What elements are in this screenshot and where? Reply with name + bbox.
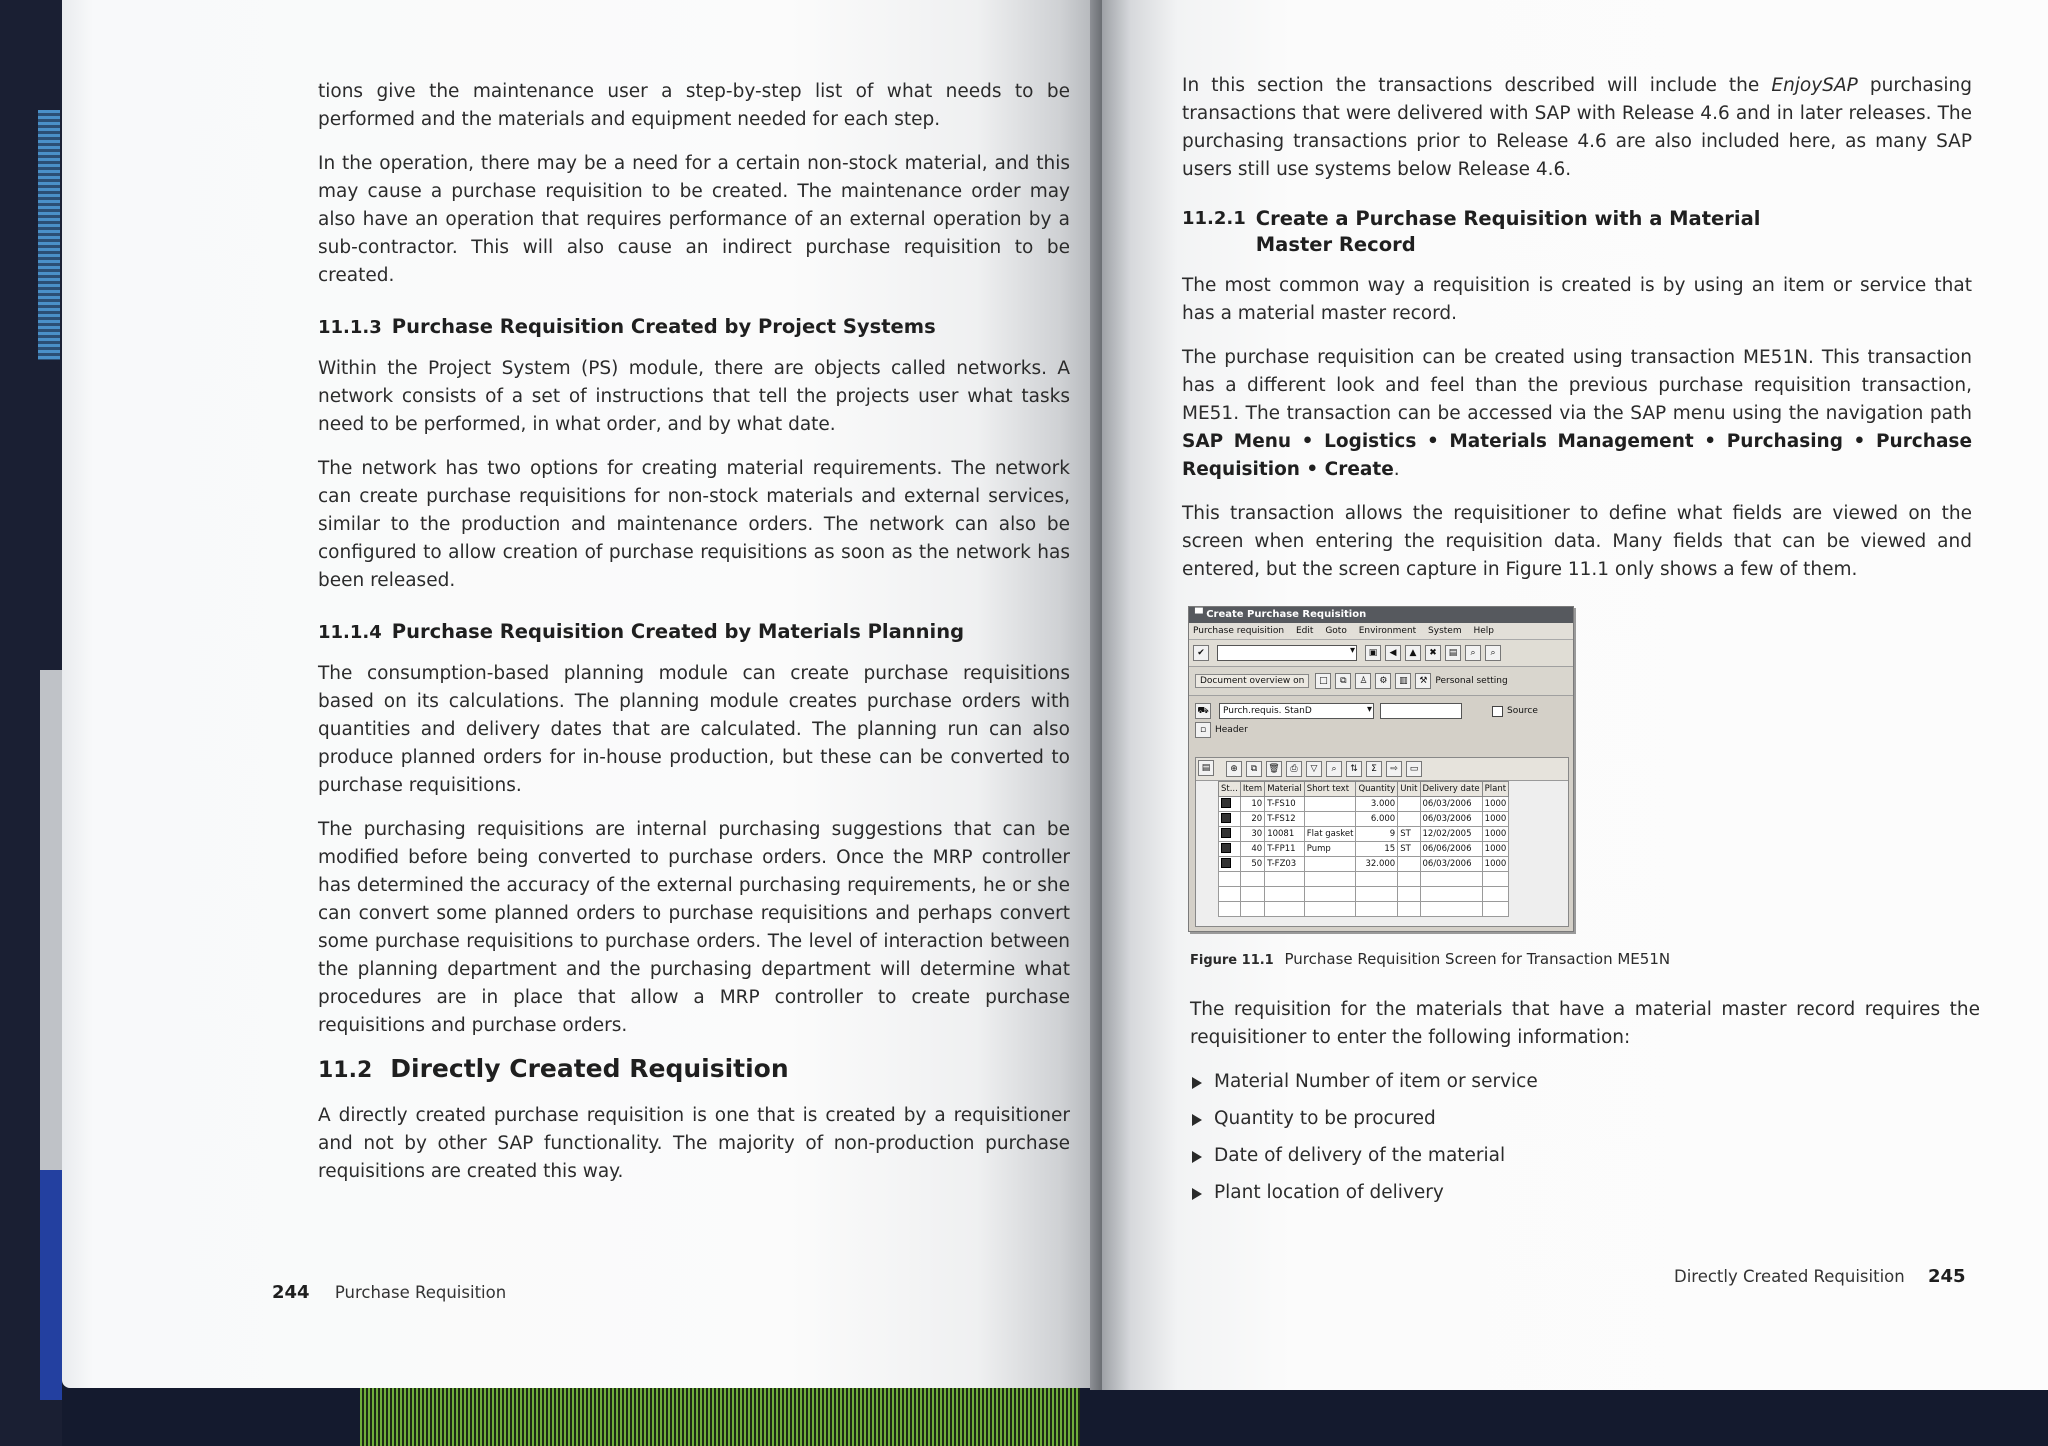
figure-caption-text: Purchase Requisition Screen for Transaction ME51N bbox=[1284, 950, 1671, 968]
menu-item[interactable]: Environment bbox=[1358, 626, 1417, 636]
unit-cell[interactable]: ST bbox=[1398, 842, 1420, 857]
other-document-icon[interactable]: ⧉ bbox=[1335, 673, 1351, 689]
source-checkbox[interactable] bbox=[1492, 706, 1503, 717]
column-header[interactable]: Delivery date bbox=[1420, 782, 1482, 797]
application-toolbar bbox=[1189, 667, 1573, 696]
column-header[interactable]: Material bbox=[1265, 782, 1305, 797]
scan-edge-shadow bbox=[40, 670, 62, 1170]
empty-row bbox=[1219, 872, 1509, 887]
status-cell bbox=[1219, 842, 1241, 857]
section-title: Purchase Requisition Created by Project Systems bbox=[391, 315, 936, 338]
command-field[interactable] bbox=[1217, 645, 1357, 661]
status-cell bbox=[1219, 797, 1241, 812]
document-type-row bbox=[1189, 700, 1573, 722]
personal-setting-icon[interactable]: ⚒ bbox=[1415, 673, 1431, 689]
paragraph: This transaction allows the requisitioner to define what fields are viewed on the screen when entering the requisition data. Many fields that can be viewed and entered, but the screen capture in Figure 11.1 only shows a few of them. bbox=[1182, 503, 1972, 580]
status-cell bbox=[1219, 827, 1241, 842]
scan-bottom-artifact bbox=[360, 1388, 1080, 1446]
right-page-body bbox=[1182, 72, 1972, 600]
material-cell[interactable]: T-FZ03 bbox=[1265, 857, 1305, 872]
plant-cell[interactable]: 1000 bbox=[1482, 857, 1509, 872]
plant-cell[interactable]: 1000 bbox=[1482, 797, 1509, 812]
find-icon[interactable]: ⌕ bbox=[1326, 761, 1342, 777]
document-type-select[interactable]: Purch.requis. StanD ▾ bbox=[1219, 703, 1374, 719]
menu-item[interactable]: Goto bbox=[1325, 626, 1347, 636]
section-title: Directly Created Requisition bbox=[390, 1054, 789, 1083]
section-number: 11.1.3 bbox=[318, 317, 382, 338]
material-cell[interactable]: T-FS12 bbox=[1265, 812, 1305, 827]
unit-cell[interactable] bbox=[1398, 797, 1420, 812]
status-cell bbox=[1219, 812, 1241, 827]
paragraph bbox=[1182, 344, 1972, 484]
running-title: Purchase Requisition bbox=[334, 1283, 507, 1302]
unit-cell[interactable]: ST bbox=[1398, 827, 1420, 842]
left-page-body bbox=[318, 78, 1070, 1202]
list-item: Plant location of delivery bbox=[1190, 1179, 1980, 1207]
copy-icon[interactable]: ⧉ bbox=[1246, 761, 1262, 777]
status-icon bbox=[1221, 858, 1231, 868]
delivery-date-cell[interactable]: 06/03/2006 bbox=[1420, 812, 1482, 827]
section-title: Purchase Requisition Created by Materials Planning bbox=[391, 620, 965, 643]
short-text-cell[interactable] bbox=[1304, 857, 1356, 872]
table-row[interactable] bbox=[1219, 857, 1509, 872]
paragraph: The network has two options for creating material requirements. The network can create purchase requisitions for non-stock materials and external services, similar to the production and maintenance orders. The network can also be configured to allow creation of purchase requisitions as soon as the network has been released. bbox=[318, 458, 1070, 591]
menu-item[interactable]: Help bbox=[1473, 626, 1495, 636]
quantity-cell[interactable]: 9 bbox=[1356, 827, 1398, 842]
scan-edge-blue bbox=[40, 1170, 62, 1400]
delivery-date-cell[interactable]: 06/03/2006 bbox=[1420, 857, 1482, 872]
layout-icon[interactable]: ▭ bbox=[1406, 761, 1422, 777]
paragraph: The most common way a requisition is created is by using an item or service that has a material master record. bbox=[1182, 275, 1972, 324]
right-page-body-lower bbox=[1190, 996, 1980, 1216]
section-heading-11-2 bbox=[318, 1056, 1070, 1084]
quantity-cell[interactable]: 15 bbox=[1356, 842, 1398, 857]
item-overview-area bbox=[1195, 757, 1569, 927]
item-cell[interactable]: 10 bbox=[1240, 797, 1264, 812]
list-item: Quantity to be procured bbox=[1190, 1105, 1980, 1133]
delivery-date-cell[interactable]: 06/03/2006 bbox=[1420, 797, 1482, 812]
check-icon[interactable]: ⚙ bbox=[1375, 673, 1391, 689]
table-row[interactable] bbox=[1219, 812, 1509, 827]
section-heading-11-2-1 bbox=[1182, 206, 1972, 258]
quantity-cell[interactable]: 6.000 bbox=[1356, 812, 1398, 827]
unit-cell[interactable] bbox=[1398, 857, 1420, 872]
expand-header-icon[interactable]: ▫ bbox=[1195, 722, 1211, 738]
paragraph bbox=[1182, 72, 1972, 184]
print-icon[interactable]: ⎙ bbox=[1286, 761, 1302, 777]
navigation-path: SAP Menu • Logistics • Materials Management • Purchasing • Purchase Requisition • Create bbox=[1182, 431, 1972, 480]
header-row bbox=[1189, 722, 1573, 738]
emphasis: EnjoySAP bbox=[1771, 75, 1858, 96]
status-cell bbox=[1219, 857, 1241, 872]
column-header[interactable]: Unit bbox=[1398, 782, 1420, 797]
short-text-cell[interactable]: Flat gasket bbox=[1304, 827, 1356, 842]
sap-screenshot-figure bbox=[1188, 606, 1574, 932]
text-run: The purchase requisition can be created using transaction ME51N. This transaction has a different look and feel than the previous purchase requisition transaction, ME51. The transaction can be accessed via the SAP menu using the navigation path bbox=[1182, 347, 1972, 424]
header-label: Header bbox=[1215, 725, 1248, 735]
delivery-date-cell[interactable]: 06/06/2006 bbox=[1420, 842, 1482, 857]
material-cell[interactable]: T-FP11 bbox=[1265, 842, 1305, 857]
save-icon[interactable]: ▣ bbox=[1365, 645, 1381, 661]
paragraph: A directly created purchase requisition is one that is created by a requisitioner and not by other SAP functionality. The majority of non-production purchase requisitions are created this way. bbox=[318, 1105, 1070, 1182]
column-header[interactable]: Plant bbox=[1482, 782, 1509, 797]
page-number: 244 bbox=[272, 1282, 310, 1303]
section-heading-11-1-3 bbox=[318, 314, 1070, 341]
page-number: 245 bbox=[1927, 1266, 1966, 1287]
window-title bbox=[1189, 607, 1573, 623]
cart-icon: ⛟ bbox=[1195, 703, 1211, 719]
short-text-cell[interactable] bbox=[1304, 812, 1356, 827]
create-icon[interactable]: □ bbox=[1315, 673, 1331, 689]
empty-row bbox=[1219, 887, 1509, 902]
material-cell[interactable]: T-FS10 bbox=[1265, 797, 1305, 812]
item-cell[interactable]: 50 bbox=[1240, 857, 1264, 872]
material-cell[interactable]: 10081 bbox=[1265, 827, 1305, 842]
section-heading-11-1-4 bbox=[318, 619, 1070, 646]
filter-icon[interactable]: ▽ bbox=[1306, 761, 1322, 777]
table-header-row bbox=[1219, 782, 1509, 797]
menu-item[interactable]: Edit bbox=[1296, 626, 1314, 636]
paragraph: The consumption-based planning module can create purchase requisitions based on its calculations. The planning module creates purchase orders with quantities and delivery dates that are calculated. The planning run can also produce planned orders for in-house production, but these can be converted to purchase requisitions. bbox=[318, 663, 1070, 796]
section-number: 11.2 bbox=[318, 1058, 373, 1083]
status-icon bbox=[1221, 843, 1231, 853]
text-run: . bbox=[1393, 459, 1400, 480]
section-number: 11.2.1 bbox=[1182, 208, 1246, 229]
short-text-cell[interactable] bbox=[1304, 797, 1356, 812]
status-icon bbox=[1221, 813, 1231, 823]
menu-item[interactable]: Purchase requisition bbox=[1193, 626, 1285, 636]
scan-edge-artifact bbox=[38, 110, 60, 360]
text-run: In this section the transactions described will include the bbox=[1182, 75, 1772, 96]
section-title: Create a Purchase Requisition with a Material Master Record bbox=[1255, 207, 1761, 256]
window-title-text: Create Purchase Requisition bbox=[1206, 609, 1367, 620]
delivery-date-cell[interactable]: 12/02/2005 bbox=[1420, 827, 1482, 842]
delete-icon[interactable]: 🗑 bbox=[1266, 761, 1282, 777]
section-number: 11.1.4 bbox=[318, 622, 382, 643]
enter-icon[interactable]: ✔ bbox=[1193, 645, 1209, 661]
personal-setting-label[interactable]: Personal setting bbox=[1435, 676, 1508, 686]
paragraph: In the operation, there may be a need for a certain non-stock material, and this may cause a purchase requisition to be created. The maintenance order may also have an operation that requires performance of an external operation by a sub-contractor. This will also cause an indirect purchase requisition to be created. bbox=[318, 153, 1070, 286]
back-icon[interactable]: ◀ bbox=[1385, 645, 1401, 661]
row-selector-icon bbox=[1198, 760, 1218, 776]
status-icon bbox=[1221, 828, 1231, 838]
list-item: Date of delivery of the material bbox=[1190, 1142, 1980, 1170]
document-overview-button[interactable]: Document overview on bbox=[1195, 674, 1309, 688]
short-text-cell[interactable]: Pump bbox=[1304, 842, 1356, 857]
find-next-icon[interactable]: ⌕ bbox=[1485, 645, 1501, 661]
left-footer bbox=[272, 1282, 506, 1303]
empty-row bbox=[1219, 902, 1509, 917]
menu-item[interactable]: System bbox=[1428, 626, 1462, 636]
window-icon: ▀ bbox=[1195, 609, 1203, 620]
status-icon bbox=[1221, 798, 1231, 808]
items-table bbox=[1218, 781, 1509, 917]
details-icon[interactable]: ⊕ bbox=[1226, 761, 1242, 777]
paragraph: tions give the maintenance user a step-by-step list of what needs to be performed and the materials and equipment needed for each step. bbox=[318, 81, 1070, 130]
column-header[interactable]: Quantity bbox=[1356, 782, 1398, 797]
list-item: Material Number of item or service bbox=[1190, 1068, 1980, 1096]
figure-label: Figure 11.1 bbox=[1190, 953, 1274, 968]
plant-cell[interactable]: 1000 bbox=[1482, 812, 1509, 827]
menu-bar bbox=[1189, 623, 1573, 640]
column-header[interactable]: Item bbox=[1240, 782, 1264, 797]
source-label: Source bbox=[1507, 706, 1538, 716]
detail-icon[interactable]: ▥ bbox=[1395, 673, 1411, 689]
find-icon[interactable]: ⌕ bbox=[1465, 645, 1481, 661]
sort-icon[interactable]: ⇅ bbox=[1346, 761, 1362, 777]
table-row[interactable] bbox=[1219, 797, 1509, 812]
exit-icon[interactable]: ▲ bbox=[1405, 645, 1421, 661]
column-header[interactable]: St... bbox=[1219, 782, 1241, 797]
text-run: purchasing transactions that were delivered with SAP with Release 4.6 and in later releases. The purchasing transactions prior to Release 4.6 are also included here, as many SAP users still use systems below Release 4.6. bbox=[1182, 75, 1973, 180]
plant-cell[interactable]: 1000 bbox=[1482, 827, 1509, 842]
export-icon[interactable]: ⇨ bbox=[1386, 761, 1402, 777]
running-title: Directly Created Requisition bbox=[1674, 1267, 1905, 1286]
unit-cell[interactable] bbox=[1398, 812, 1420, 827]
standard-toolbar bbox=[1189, 640, 1573, 667]
figure-caption bbox=[1190, 950, 1670, 968]
column-header[interactable]: Short text bbox=[1304, 782, 1356, 797]
paragraph: Within the Project System (PS) module, there are objects called networks. A network consists of a set of instructions that tell the projects user what tasks need to be performed, in what order, and by what date. bbox=[318, 358, 1070, 435]
table-row[interactable] bbox=[1219, 827, 1509, 842]
requirements-list bbox=[1190, 1068, 1980, 1207]
grid-toolbar bbox=[1196, 758, 1568, 781]
right-footer bbox=[1674, 1266, 1966, 1287]
item-cell[interactable]: 40 bbox=[1240, 842, 1264, 857]
document-number-field[interactable] bbox=[1380, 703, 1462, 719]
table-row[interactable] bbox=[1219, 842, 1509, 857]
item-cell[interactable]: 30 bbox=[1240, 827, 1264, 842]
print-icon[interactable]: ▤ bbox=[1445, 645, 1461, 661]
left-page bbox=[62, 0, 1102, 1388]
hold-icon[interactable]: ♙ bbox=[1355, 673, 1371, 689]
paragraph: The requisition for the materials that have a material master record requires the requisitioner to enter the following information: bbox=[1190, 999, 1980, 1048]
paragraph: The purchasing requisitions are internal purchasing suggestions that can be modified before being converted to purchase orders. Once the MRP controller has determined the accuracy of the external purchasing requirements, he or she can convert some planned orders to purchase requisitions and perhaps convert some purchase requisitions to purchase orders. The level of interaction between the planning department and the purchasing department will determine what procedures are in place that allow a MRP controller to create purchase requisitions and purchase orders. bbox=[318, 819, 1070, 1036]
sum-icon[interactable]: Σ bbox=[1366, 761, 1382, 777]
quantity-cell[interactable]: 3.000 bbox=[1356, 797, 1398, 812]
item-menu-icon[interactable]: ▤ bbox=[1198, 760, 1214, 776]
item-cell[interactable]: 20 bbox=[1240, 812, 1264, 827]
cancel-icon[interactable]: ✖ bbox=[1425, 645, 1441, 661]
quantity-cell[interactable]: 32.000 bbox=[1356, 857, 1398, 872]
plant-cell[interactable]: 1000 bbox=[1482, 842, 1509, 857]
